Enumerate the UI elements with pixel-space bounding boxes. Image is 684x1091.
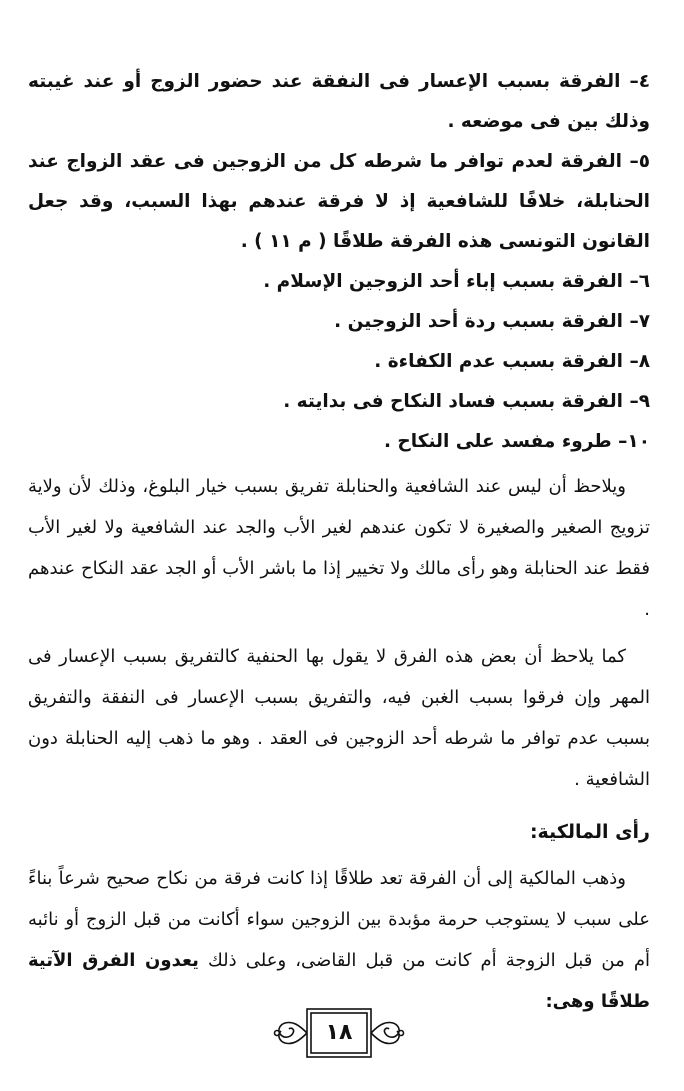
list-item: ١٠– طروء مفسد على النكاح . [383, 431, 650, 452]
list-item: ٩– الفرقة بسبب فساد النكاح فى بدايته . [283, 391, 650, 412]
page-body [28, 62, 650, 1022]
list-item: ٤– الفرقة بسبب الإعسار فى النفقة عند حضور الزوج أو عند غيبته وذلك بين فى موضعه . [28, 71, 650, 132]
list-item: ٧– الفرقة بسبب ردة أحد الزوجين . [334, 311, 650, 332]
page-number-frame [271, 1003, 407, 1063]
section-heading: رأى المالكية: [529, 821, 650, 843]
paragraph: ويلاحظ أن ليس عند الشافعية والحنابلة تفريق بسبب خيار البلوغ، وذلك لأن ولاية تزويج الصغير والصغيرة لا تكون عندهم لغير الأب والجد عند الشافعية ولا لغير الأب فقط عند الحنابلة وهو رأى مالك ولا تخيير إذا ما باشر الأب أو الجد عقد النكاح عندهم . [28, 476, 650, 620]
list-item: ٦– الفرقة بسبب إباء أحد الزوجين الإسلام . [263, 271, 650, 292]
paragraph-bold-text: يعدون الفرق الآتية طلاقًا وهى: [28, 950, 650, 1012]
paragraph: كما يلاحظ أن بعض هذه الفرق لا يقول بها الحنفية كالتفريق بسبب الإعسار فى المهر وإن فرقوا بسبب الغبن فيه، والتفريق بسبب الإعسار فى النفقة والتفريق بسبب عدم توافر ما شرطه أحد الزوجين فى العقد . وهو ما ذهب إليه الحنابلة دون الشافعية . [28, 646, 650, 790]
paragraph-text: وذهب المالكية إلى أن الفرقة تعد طلاقًا إذا كانت فرقة من نكاح صحيح شرعاً بناءً على سبب لا يستوجب حرمة مؤبدة بين الزوجين سواء أكانت من قبل الزوج أو نائبه أم من قبل الزوجة أم كانت من قبل القاضى، وعلى ذلك [28, 868, 650, 971]
paragraph [28, 858, 650, 1022]
list-item: ٨– الفرقة بسبب عدم الكفاءة . [374, 351, 650, 372]
page-number: ١٨ [325, 1020, 353, 1045]
list-item: ٥– الفرقة لعدم توافر ما شرطه كل من الزوجين فى عقد الزواج عند الحنابلة، خلافًا للشافعية إذ لا فرقة عندهم بهذا السبب، وقد جعل القانون التونسى هذه الفرقة طلاقًا ( م ١١ ) . [28, 151, 650, 252]
